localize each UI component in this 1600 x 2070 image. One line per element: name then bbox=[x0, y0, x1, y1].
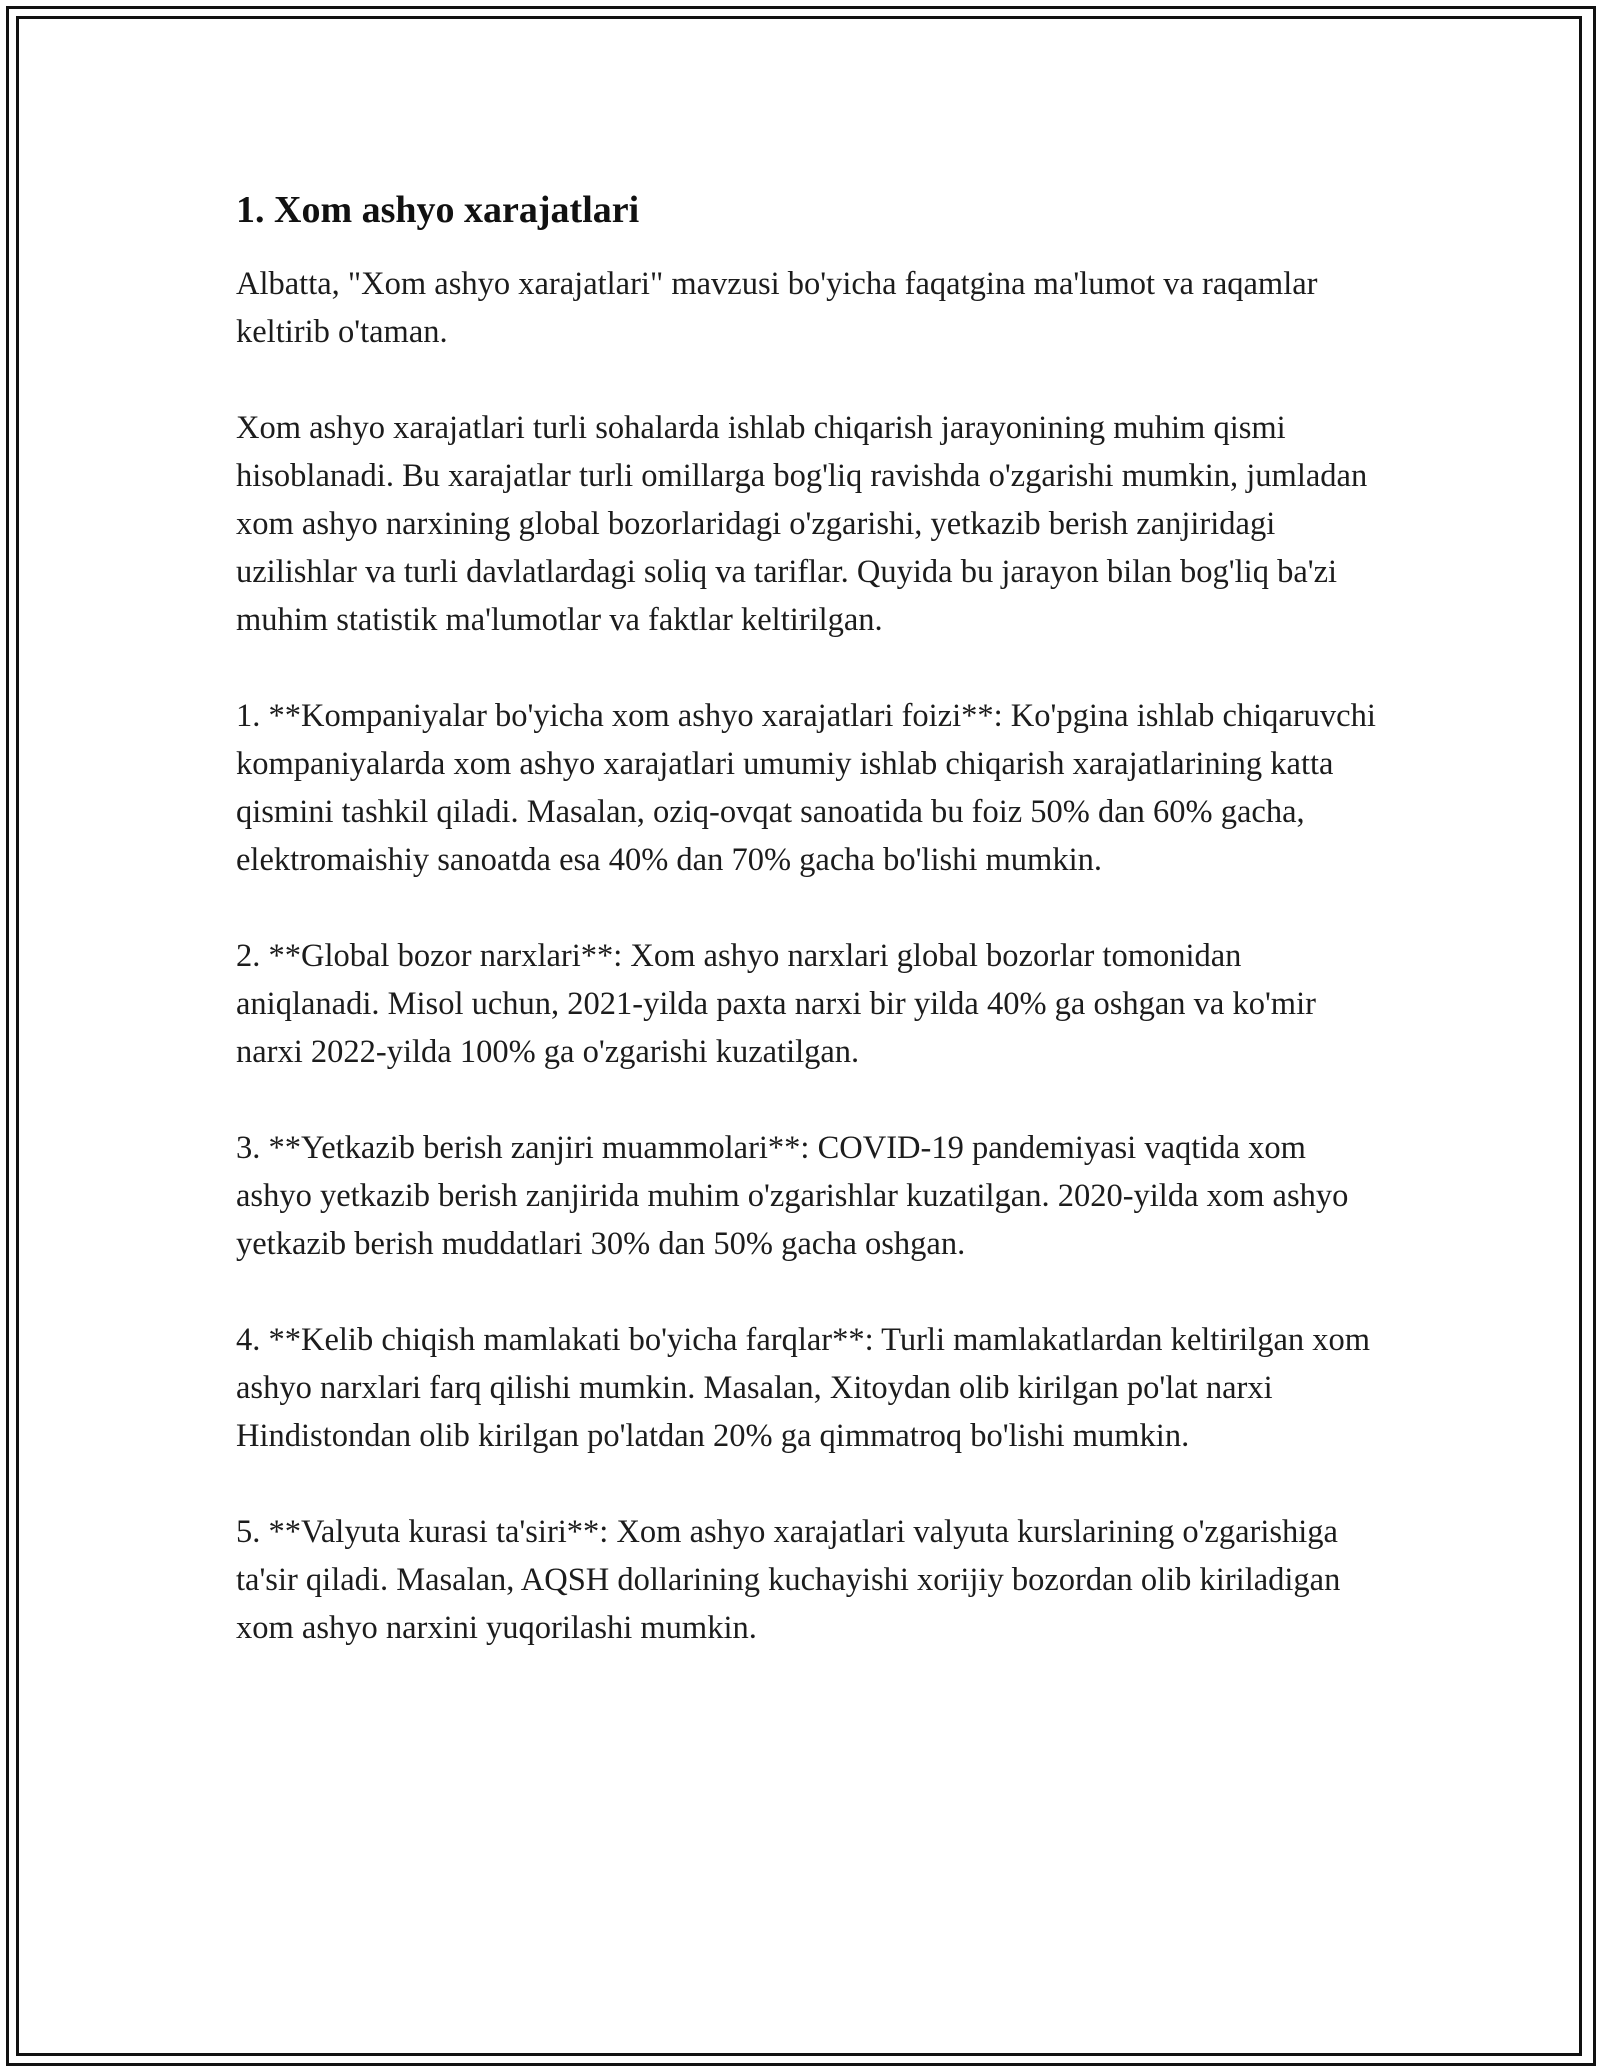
overview-paragraph: Xom ashyo xarajatlari turli sohalarda ishlab chiqarish jarayonining muhim qismi hisoblanadi. Bu xarajatlar turli omillarga bog'liq ravishda o'zgarishi mumkin, jumladan xom ashyo narxining global bozorlaridagi o'zgarishi, yetkazib berish zanjiridagi uzilishlar va turli davlatlardagi soliq va tariflar. Quyida bu jarayon bilan bog'liq ba'zi muhim statistik ma'lumotlar va faktlar keltirilgan. bbox=[236, 410, 1368, 638]
intro-paragraph: Albatta, "Xom ashyo xarajatlari" mavzusi bo'yicha faqatgina ma'lumot va raqamlar keltirib o'taman. bbox=[236, 266, 1318, 350]
list-item-3: 3. **Yetkazib berish zanjiri muammolari**: COVID-19 pandemiyasi vaqtida xom ashyo yetkazib berish zanjirida muhim o'zgarishlar kuzatilgan. 2020-yilda xom ashyo yetkazib berish muddatlari 30% dan 50% gacha oshgan. bbox=[236, 1130, 1349, 1262]
document-title: 1. Xom ashyo xarajatlari bbox=[236, 189, 640, 231]
document-body bbox=[236, 186, 1376, 1700]
list-item-1: 1. **Kompaniyalar bo'yicha xom ashyo xarajatlari foizi**: Ko'pgina ishlab chiqaruvchi kompaniyalarda xom ashyo xarajatlari umumiy ishlab chiqarish xarajatlarining katta qismini tashkil qiladi. Masalan, oziq-ovqat sanoatida bu foiz 50% dan 60% gacha, elektromaishiy sanoatda esa 40% dan 70% gacha bo'lishi mumkin. bbox=[236, 698, 1376, 878]
list-item-2: 2. **Global bozor narxlari**: Xom ashyo narxlari global bozorlar tomonidan aniqlanadi. Misol uchun, 2021-yilda paxta narxi bir yilda 40% ga oshgan va ko'mir narxi 2022-yilda 100% ga o'zgarishi kuzatilgan. bbox=[236, 938, 1316, 1070]
list-item-4: 4. **Kelib chiqish mamlakati bo'yicha farqlar**: Turli mamlakatlardan keltirilgan xom ashyo narxlari farq qilishi mumkin. Masalan, Xitoydan olib kirilgan po'lat narxi Hindistondan olib kirilgan po'latdan 20% ga qimmatroq bo'lishi mumkin. bbox=[236, 1322, 1371, 1454]
list-item-5: 5. **Valyuta kurasi ta'siri**: Xom ashyo xarajatlari valyuta kurslarining o'zgarishiga ta'sir qiladi. Masalan, AQSH dollarining kuchayishi xorijiy bozordan olib kiriladigan xom ashyo narxini yuqorilashi mumkin. bbox=[236, 1514, 1341, 1646]
